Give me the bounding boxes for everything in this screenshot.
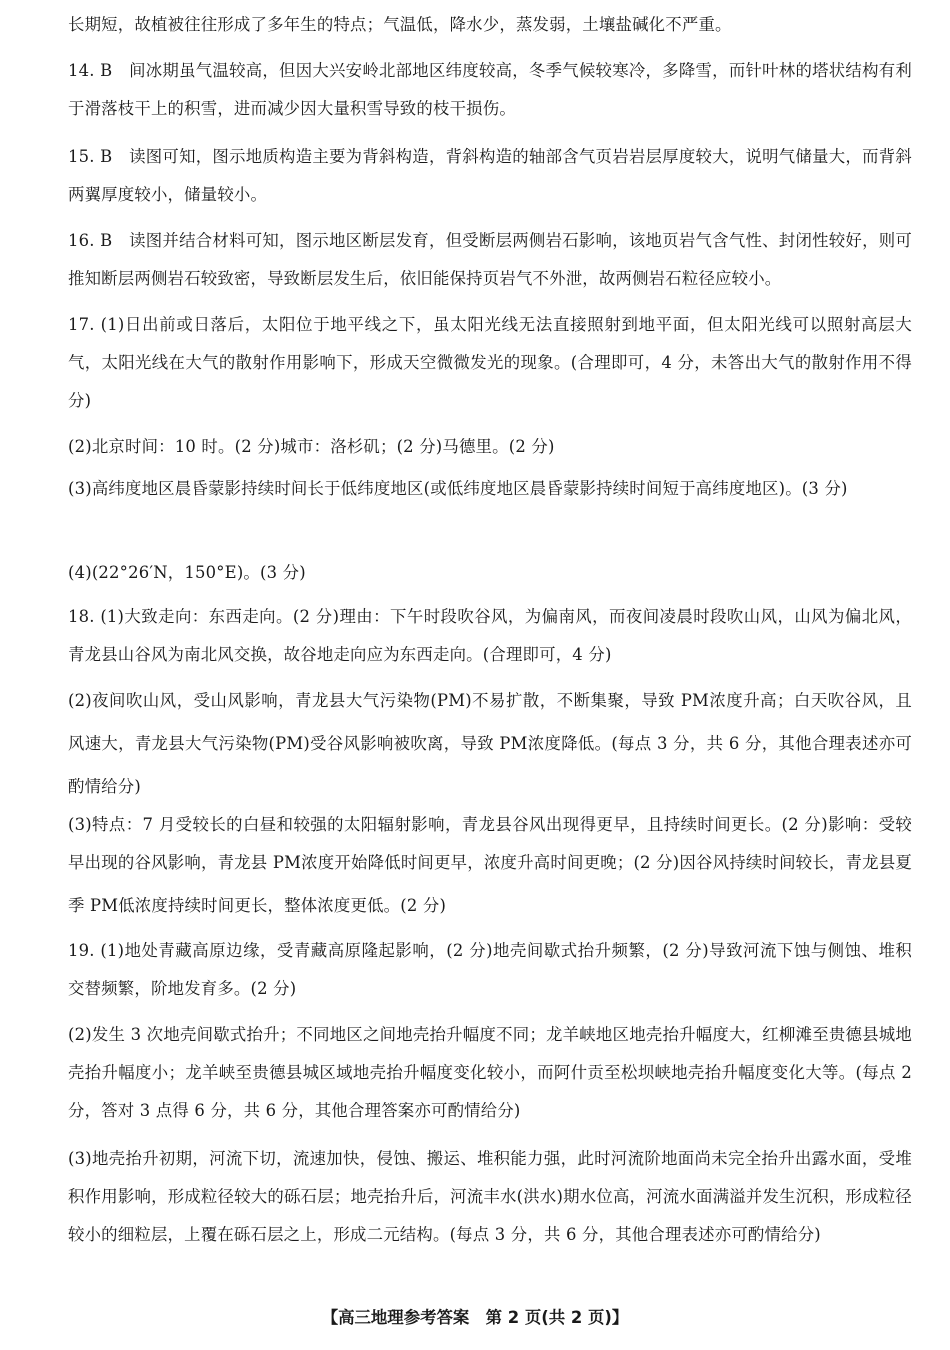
answer-19-part-1: 19. (1)地处青藏高原边缘，受青藏高原隆起影响，(2 分)地壳间歇式抬升频繁，(2 分)导致河流下蚀与侧蚀、堆积交替频繁，阶地发育多。(2 分): [68, 941, 912, 998]
answer-19-part-3: (3)地壳抬升初期，河流下切，流速加快，侵蚀、搬运、堆积能力强，此时河流阶地面尚未完全抬升出露水面，受堆积作用影响，形成粒径较大的砾石层；地壳抬升后，河流丰水(洪水)期水位高，河流水面满溢并发生沉积，形成粒径较小的细粒层，上覆在砾石层之上，形成二元结构。(每点 3 分，共 6 分，其他合理表述亦可酌情给分): [68, 1149, 912, 1244]
answer-13-continuation: 长期短，故植被往往形成了多年生的特点；气温低，降水少，蒸发弱，土壤盐碱化不严重。: [68, 15, 732, 34]
answer-18-part-3: (3)特点：7 月受较长的白昼和较强的太阳辐射影响，青龙县谷风出现得更早，且持续时间更长。(2 分)影响：受较早出现的谷风影响，青龙县 PM浓度开始降低时间更早，浓度升高时间更晚；(2 分)因谷风持续时间较长，青龙县夏季 PM低浓度持续时间更长，整体浓度更低。(2 分): [68, 815, 912, 915]
answer-17-part-4: (4)(22°26′N，150°E)。(3 分): [68, 563, 306, 582]
answer-15: 15. B 读图可知，图示地质构造主要为背斜构造，背斜构造的轴部含气页岩岩层厚度较大，说明气储量大，而背斜两翼厚度较小，储量较小。: [68, 147, 912, 204]
answer-18-part-2: (2)夜间吹山风，受山风影响，青龙县大气污染物(PM)不易扩散，不断集聚，导致 PM浓度升高；白天吹谷风，且风速大，青龙县大气污染物(PM)受谷风影响被吹离，导致 PM浓度降低。(每点 3 分，共 6 分，其他合理表述亦可酌情给分): [68, 691, 913, 796]
answer-16: 16. B 读图并结合材料可知，图示地区断层发育，但受断层两侧岩石影响，该地页岩气含气性、封闭性较好，则可推知断层两侧岩石较致密，导致断层发生后，依旧能保持页岩气不外泄，故两侧岩石粒径应较小。: [68, 231, 912, 288]
answer-17-part-3: (3)高纬度地区晨昏蒙影持续时间长于低纬度地区(或低纬度地区晨昏蒙影持续时间短于高纬度地区)。(3 分): [68, 479, 848, 498]
answer-17-part-1: 17. (1)日出前或日落后，太阳位于地平线之下，虽太阳光线无法直接照射到地平面，但太阳光线可以照射高层大气，太阳光线在大气的散射作用影响下，形成天空微微发光的现象。(合理即可，4 分，未答出大气的散射作用不得分): [68, 315, 912, 410]
answer-19-part-2: (2)发生 3 次地壳间歇式抬升；不同地区之间地壳抬升幅度不同；龙羊峡地区地壳抬升幅度大，红柳滩至贵德县城地壳抬升幅度小；龙羊峡至贵德县城区域地壳抬升幅度变化较小，而阿什贡至松坝峡地壳抬升幅度变化大等。(每点 2 分，答对 3 点得 6 分，共 6 分，其他合理答案亦可酌情给分): [68, 1025, 918, 1120]
answer-17-part-2: (2)北京时间：10 时。(2 分)城市：洛杉矶；(2 分)马德里。(2 分): [68, 437, 555, 456]
answer-14: 14. B 间冰期虽气温较高，但因大兴安岭北部地区纬度较高，冬季气候较寒冷，多降雪，而针叶林的塔状结构有利于滑落枝干上的积雪，进而减少因大量积雪导致的枝干损伤。: [68, 61, 912, 118]
page-footer: 【高三地理参考答案 第 2 页(共 2 页)】: [321, 1308, 629, 1327]
answer-18-part-1: 18. (1)大致走向：东西走向。(2 分)理由：下午时段吹谷风，为偏南风，而夜间凌晨时段吹山风，山风为偏北风，青龙县山谷风为南北风交换，故谷地走向应为东西走向。(合理即可，4 分): [68, 607, 912, 664]
